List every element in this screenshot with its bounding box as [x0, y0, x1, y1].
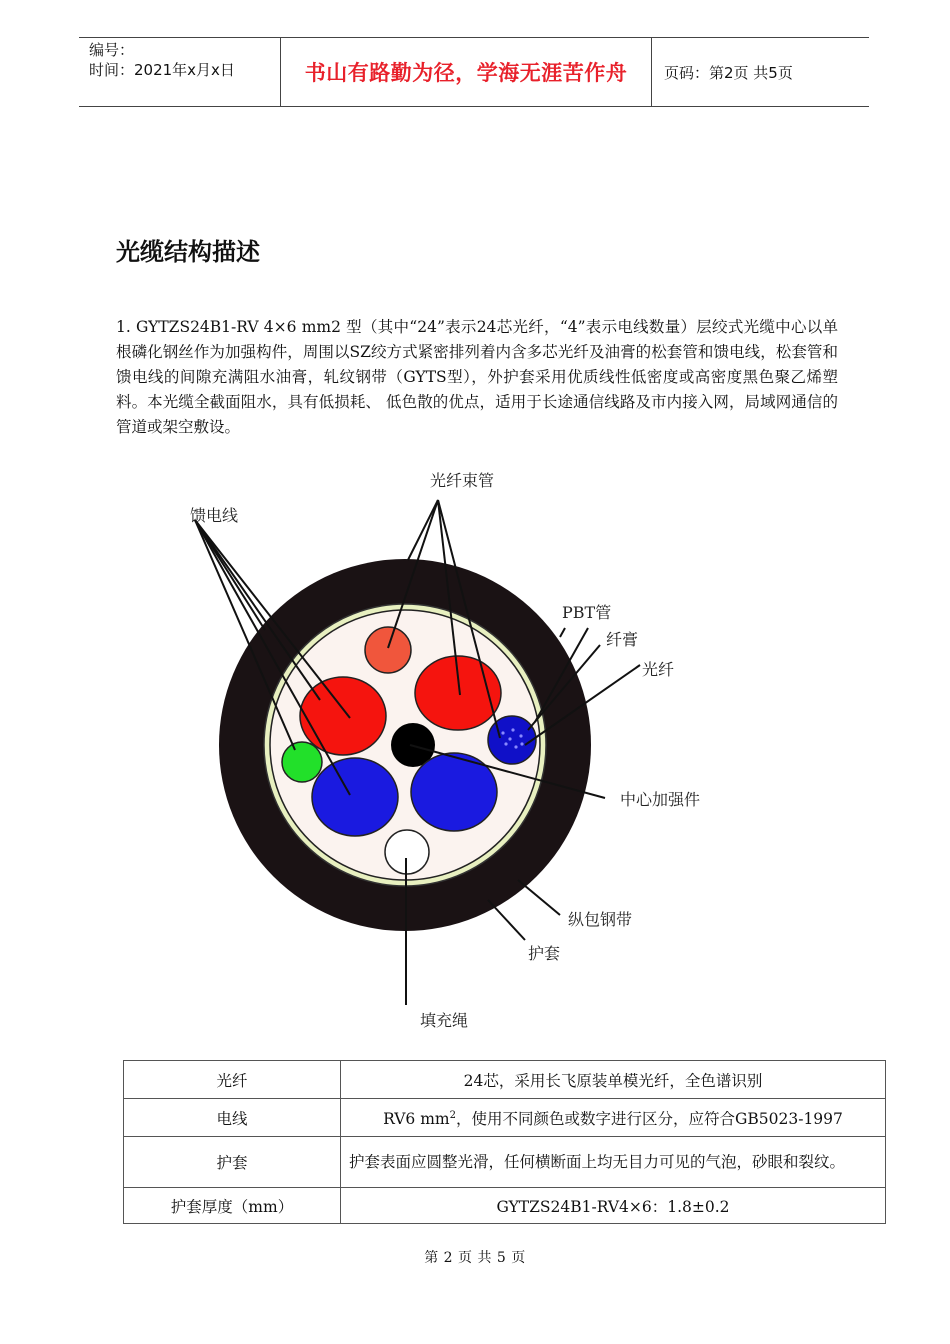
spec-key: 护套	[124, 1137, 341, 1188]
label-feeder: 馈电线	[190, 506, 239, 525]
spec-key: 电线	[124, 1099, 341, 1137]
cable-cross-section	[170, 460, 730, 1040]
page-title: 光缆结构描述	[116, 238, 260, 266]
spec-value: 护套表面应圆整光滑，任何横断面上均无目力可见的气泡，砂眼和裂纹。	[341, 1137, 886, 1188]
page-footer: 第 2 页 共 5 页	[424, 1250, 526, 1266]
description-paragraph: 1. GYTZS24B1-RV 4×6 mm2 型（其中“24”表示24芯光纤，“4”表示电线数量）层绞式光缆中心以单根磷化钢丝作为加强构件，周围以SZ绞方式紧密排列着内含多芯光纤及油膏的松套管和馈电线，松套管和馈电线的间隙充满阻水油膏，轧纹钢带（GYTS型），外护套采用优质线性低密度或高密度黑色聚乙烯塑料。本光缆全截面阻水，具有低损耗、 低色散的优点，适用于长途通信线路及市内接入网，局域网通信的管道或架空敷设。	[116, 318, 838, 436]
spec-table	[123, 1060, 886, 1224]
table-row	[124, 1137, 886, 1188]
header-time: 时间：2021年x月x日	[89, 61, 235, 79]
header-page-info: 页码：第2页 共5页	[664, 63, 793, 82]
spec-key: 护套厚度（mm）	[124, 1188, 341, 1224]
spec-value: RV6 $mm^2$，使用不同颜色或数字进行区分，应符合GB5023-1997	[341, 1099, 886, 1137]
label-jacket: 护套	[528, 944, 561, 963]
page-header	[79, 37, 869, 107]
label-gel: 纤膏	[606, 630, 639, 649]
header-number: 编号：	[89, 41, 135, 59]
blue-tube-left	[312, 758, 398, 836]
table-row	[124, 1061, 886, 1099]
spec-value: GYTZS24B1-RV4×6：1.8±0.2	[341, 1188, 886, 1224]
label-center: 中心加强件	[620, 790, 701, 809]
label-pbt: PBT管	[562, 603, 612, 622]
label-steel-tape: 纵包钢带	[568, 910, 633, 929]
green-tube	[282, 742, 322, 782]
label-fiber-tube: 光纤束管	[430, 471, 495, 490]
table-row	[124, 1188, 886, 1224]
cable-diagram	[170, 460, 730, 1040]
header-motto: 书山有路勤为径，学海无涯苦作舟	[280, 38, 652, 106]
orange-tube	[365, 627, 411, 673]
spec-value: 24芯，采用长飞原装单模光纤，全色谱识别	[341, 1061, 886, 1099]
label-fiber: 光纤	[642, 660, 675, 679]
table-row	[124, 1099, 886, 1137]
spec-key: 光纤	[124, 1061, 341, 1099]
label-filler: 填充绳	[420, 1011, 469, 1030]
header-left	[79, 38, 280, 106]
